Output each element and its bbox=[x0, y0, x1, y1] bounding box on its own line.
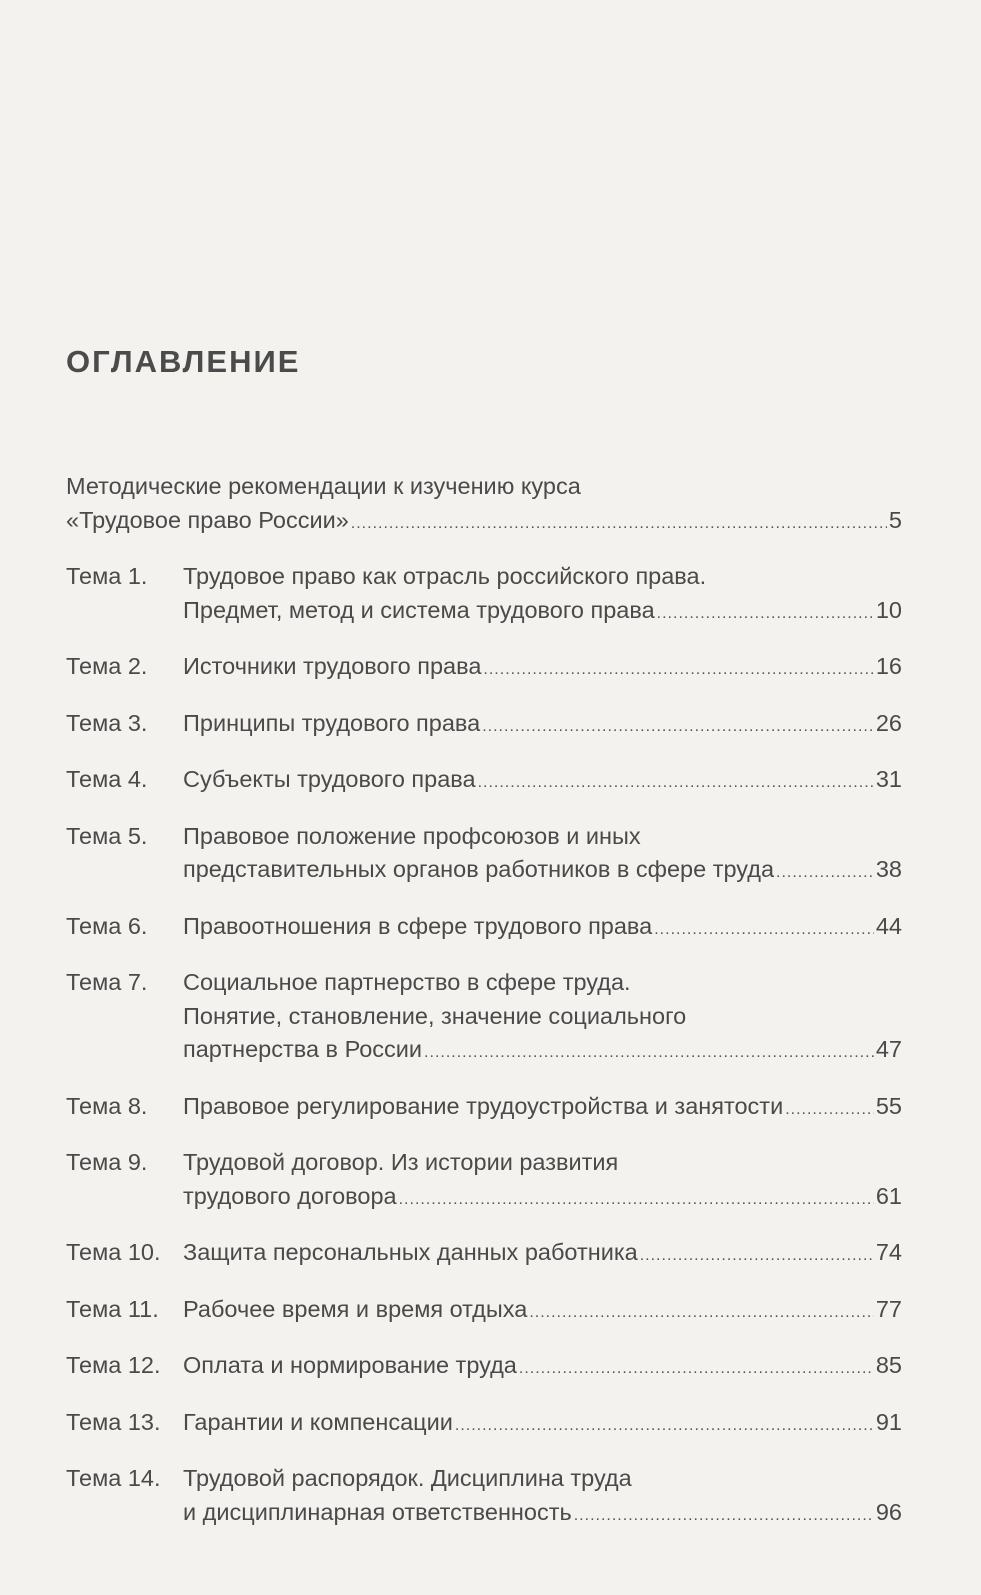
toc-entry-line: Трудовой распорядок. Дисциплина труда bbox=[183, 1465, 632, 1491]
toc-entry-title: партнерства в России bbox=[183, 1036, 423, 1062]
toc-entry-text bbox=[66, 470, 902, 540]
toc-entry bbox=[66, 763, 902, 800]
dot-leader bbox=[399, 1183, 874, 1217]
toc-topic-number: Тема 14. bbox=[66, 1465, 161, 1491]
toc-entry-text bbox=[183, 1146, 902, 1216]
toc-entry bbox=[66, 820, 902, 890]
toc-topic-list bbox=[66, 560, 902, 1532]
toc-topic-number: Тема 11. bbox=[66, 1295, 159, 1322]
toc-entry-line: Правовое положение профсоюзов и иных bbox=[183, 822, 641, 849]
toc-entry bbox=[66, 966, 902, 1070]
toc-entry-last-line bbox=[183, 594, 902, 631]
toc-page-number: 31 bbox=[875, 766, 902, 792]
toc-entry-last-line bbox=[183, 763, 902, 800]
toc-entry-text bbox=[183, 1236, 902, 1273]
toc-entry-text bbox=[183, 1090, 902, 1127]
toc-entry bbox=[66, 1146, 902, 1216]
dot-leader bbox=[455, 1409, 874, 1443]
toc-entry-last-line bbox=[183, 1090, 902, 1127]
toc-entry-last-line bbox=[183, 1236, 902, 1273]
toc-page-number: 96 bbox=[875, 1498, 902, 1525]
toc-entry-text bbox=[183, 910, 902, 947]
toc-topic-number: Тема 8. bbox=[66, 1092, 148, 1119]
toc-entry-text bbox=[183, 650, 902, 687]
toc-topic-number: Тема 9. bbox=[66, 1149, 148, 1175]
toc-entry-last-line bbox=[183, 853, 902, 890]
toc-entry bbox=[66, 1462, 902, 1532]
toc-entry-title: представительных органов работников в сфере труда bbox=[183, 856, 775, 882]
toc-entry-last-line bbox=[183, 1180, 902, 1217]
toc-entry-line: Трудовой договор. Из истории развития bbox=[183, 1149, 619, 1175]
toc-page-number: 77 bbox=[875, 1295, 902, 1322]
toc-entry bbox=[66, 1349, 902, 1386]
toc-page-number: 74 bbox=[875, 1239, 902, 1265]
dot-leader bbox=[529, 1296, 874, 1330]
dot-leader bbox=[478, 766, 874, 800]
toc-entry-text bbox=[183, 820, 902, 890]
toc-entry-title: Гарантии и компенсации bbox=[183, 1408, 453, 1435]
toc-entry-last-line bbox=[183, 650, 902, 687]
toc-entry-last-line bbox=[183, 1406, 902, 1443]
page-title: ОГЛАВЛЕНИЕ bbox=[66, 344, 301, 379]
dot-leader bbox=[482, 710, 874, 744]
toc-entry-title: трудового договора bbox=[183, 1182, 397, 1209]
toc-page-number: 44 bbox=[875, 912, 902, 939]
toc-page-number: 61 bbox=[875, 1182, 902, 1209]
dot-leader bbox=[424, 1036, 874, 1070]
toc-entry-text bbox=[183, 1462, 902, 1532]
toc-page-number: 16 bbox=[875, 653, 902, 679]
table-of-contents bbox=[66, 470, 902, 1552]
toc-entry-text bbox=[183, 1349, 902, 1386]
toc-entry-text bbox=[183, 560, 902, 630]
toc-entry-text bbox=[183, 707, 902, 744]
toc-page-number: 47 bbox=[875, 1036, 902, 1062]
toc-entry-title: Правоотношения в сфере трудового права bbox=[183, 912, 653, 939]
toc-entry-last-line bbox=[66, 504, 902, 541]
toc-page-number: 5 bbox=[888, 506, 902, 533]
toc-entry-last-line bbox=[183, 1293, 902, 1330]
toc-topic-number: Тема 10. bbox=[66, 1239, 161, 1265]
toc-entry-title: Правовое регулирование трудоустройства и занятости bbox=[183, 1092, 784, 1119]
toc-entry-title: Предмет, метод и система трудового права bbox=[183, 596, 655, 623]
toc-topic-number: Тема 1. bbox=[66, 563, 148, 589]
toc-topic-number: Тема 7. bbox=[66, 969, 148, 995]
toc-entry bbox=[66, 560, 902, 630]
toc-page-number: 26 bbox=[875, 709, 902, 736]
dot-leader bbox=[351, 507, 887, 541]
toc-entry bbox=[66, 1236, 902, 1273]
toc-page-number: 85 bbox=[875, 1352, 902, 1378]
toc-entry-title: «Трудовое право России» bbox=[66, 506, 349, 533]
toc-page-number: 55 bbox=[875, 1092, 902, 1119]
dot-leader bbox=[657, 597, 874, 631]
toc-entry-line: Методические рекомендации к изучению курса bbox=[66, 473, 581, 499]
toc-entry-intro bbox=[66, 470, 902, 540]
toc-entry-last-line bbox=[183, 1496, 902, 1533]
dot-leader bbox=[483, 653, 873, 687]
toc-entry-title: Принципы трудового права bbox=[183, 709, 481, 736]
toc-entry bbox=[66, 1090, 902, 1127]
toc-topic-number: Тема 13. bbox=[66, 1408, 161, 1435]
toc-entry-title: Источники трудового права bbox=[183, 653, 482, 679]
toc-page-number: 91 bbox=[875, 1408, 902, 1435]
toc-entry-last-line bbox=[183, 1349, 902, 1386]
toc-entry-title: и дисциплинарная ответственность bbox=[183, 1498, 572, 1525]
toc-topic-number: Тема 6. bbox=[66, 912, 148, 939]
dot-leader bbox=[654, 913, 874, 947]
toc-entry-line: Социальное партнерство в сфере труда. bbox=[183, 969, 631, 995]
toc-entry-last-line bbox=[183, 1033, 902, 1070]
toc-entry bbox=[66, 910, 902, 947]
toc-page-number: 38 bbox=[875, 856, 902, 882]
toc-entry-text bbox=[183, 763, 902, 800]
toc-entry-title: Субъекты трудового права bbox=[183, 766, 476, 792]
toc-topic-number: Тема 12. bbox=[66, 1352, 161, 1378]
toc-entry-text bbox=[183, 1293, 902, 1330]
toc-entry-last-line bbox=[183, 910, 902, 947]
toc-entry-last-line bbox=[183, 707, 902, 744]
toc-entry bbox=[66, 1406, 902, 1443]
toc-entry-title: Оплата и нормирование труда bbox=[183, 1352, 517, 1378]
dot-leader bbox=[519, 1352, 874, 1386]
toc-page-number: 10 bbox=[875, 596, 902, 623]
toc-entry bbox=[66, 1293, 902, 1330]
toc-topic-number: Тема 4. bbox=[66, 766, 148, 792]
dot-leader bbox=[640, 1239, 874, 1273]
dot-leader bbox=[574, 1499, 874, 1533]
toc-topic-number: Тема 5. bbox=[66, 822, 148, 849]
toc-entry-line: Трудовое право как отрасль российского права. bbox=[183, 563, 707, 589]
toc-entry-text bbox=[183, 966, 902, 1070]
toc-entry-title: Рабочее время и время отдыха bbox=[183, 1295, 528, 1322]
dot-leader bbox=[785, 1093, 874, 1127]
toc-entry-text bbox=[183, 1406, 902, 1443]
dot-leader bbox=[776, 856, 874, 890]
toc-entry-line: Понятие, становление, значение социального bbox=[183, 1002, 687, 1029]
toc-topic-number: Тема 2. bbox=[66, 653, 148, 679]
toc-entry bbox=[66, 650, 902, 687]
toc-entry bbox=[66, 707, 902, 744]
toc-entry-title: Защита персональных данных работника bbox=[183, 1239, 638, 1265]
toc-topic-number: Тема 3. bbox=[66, 709, 148, 736]
